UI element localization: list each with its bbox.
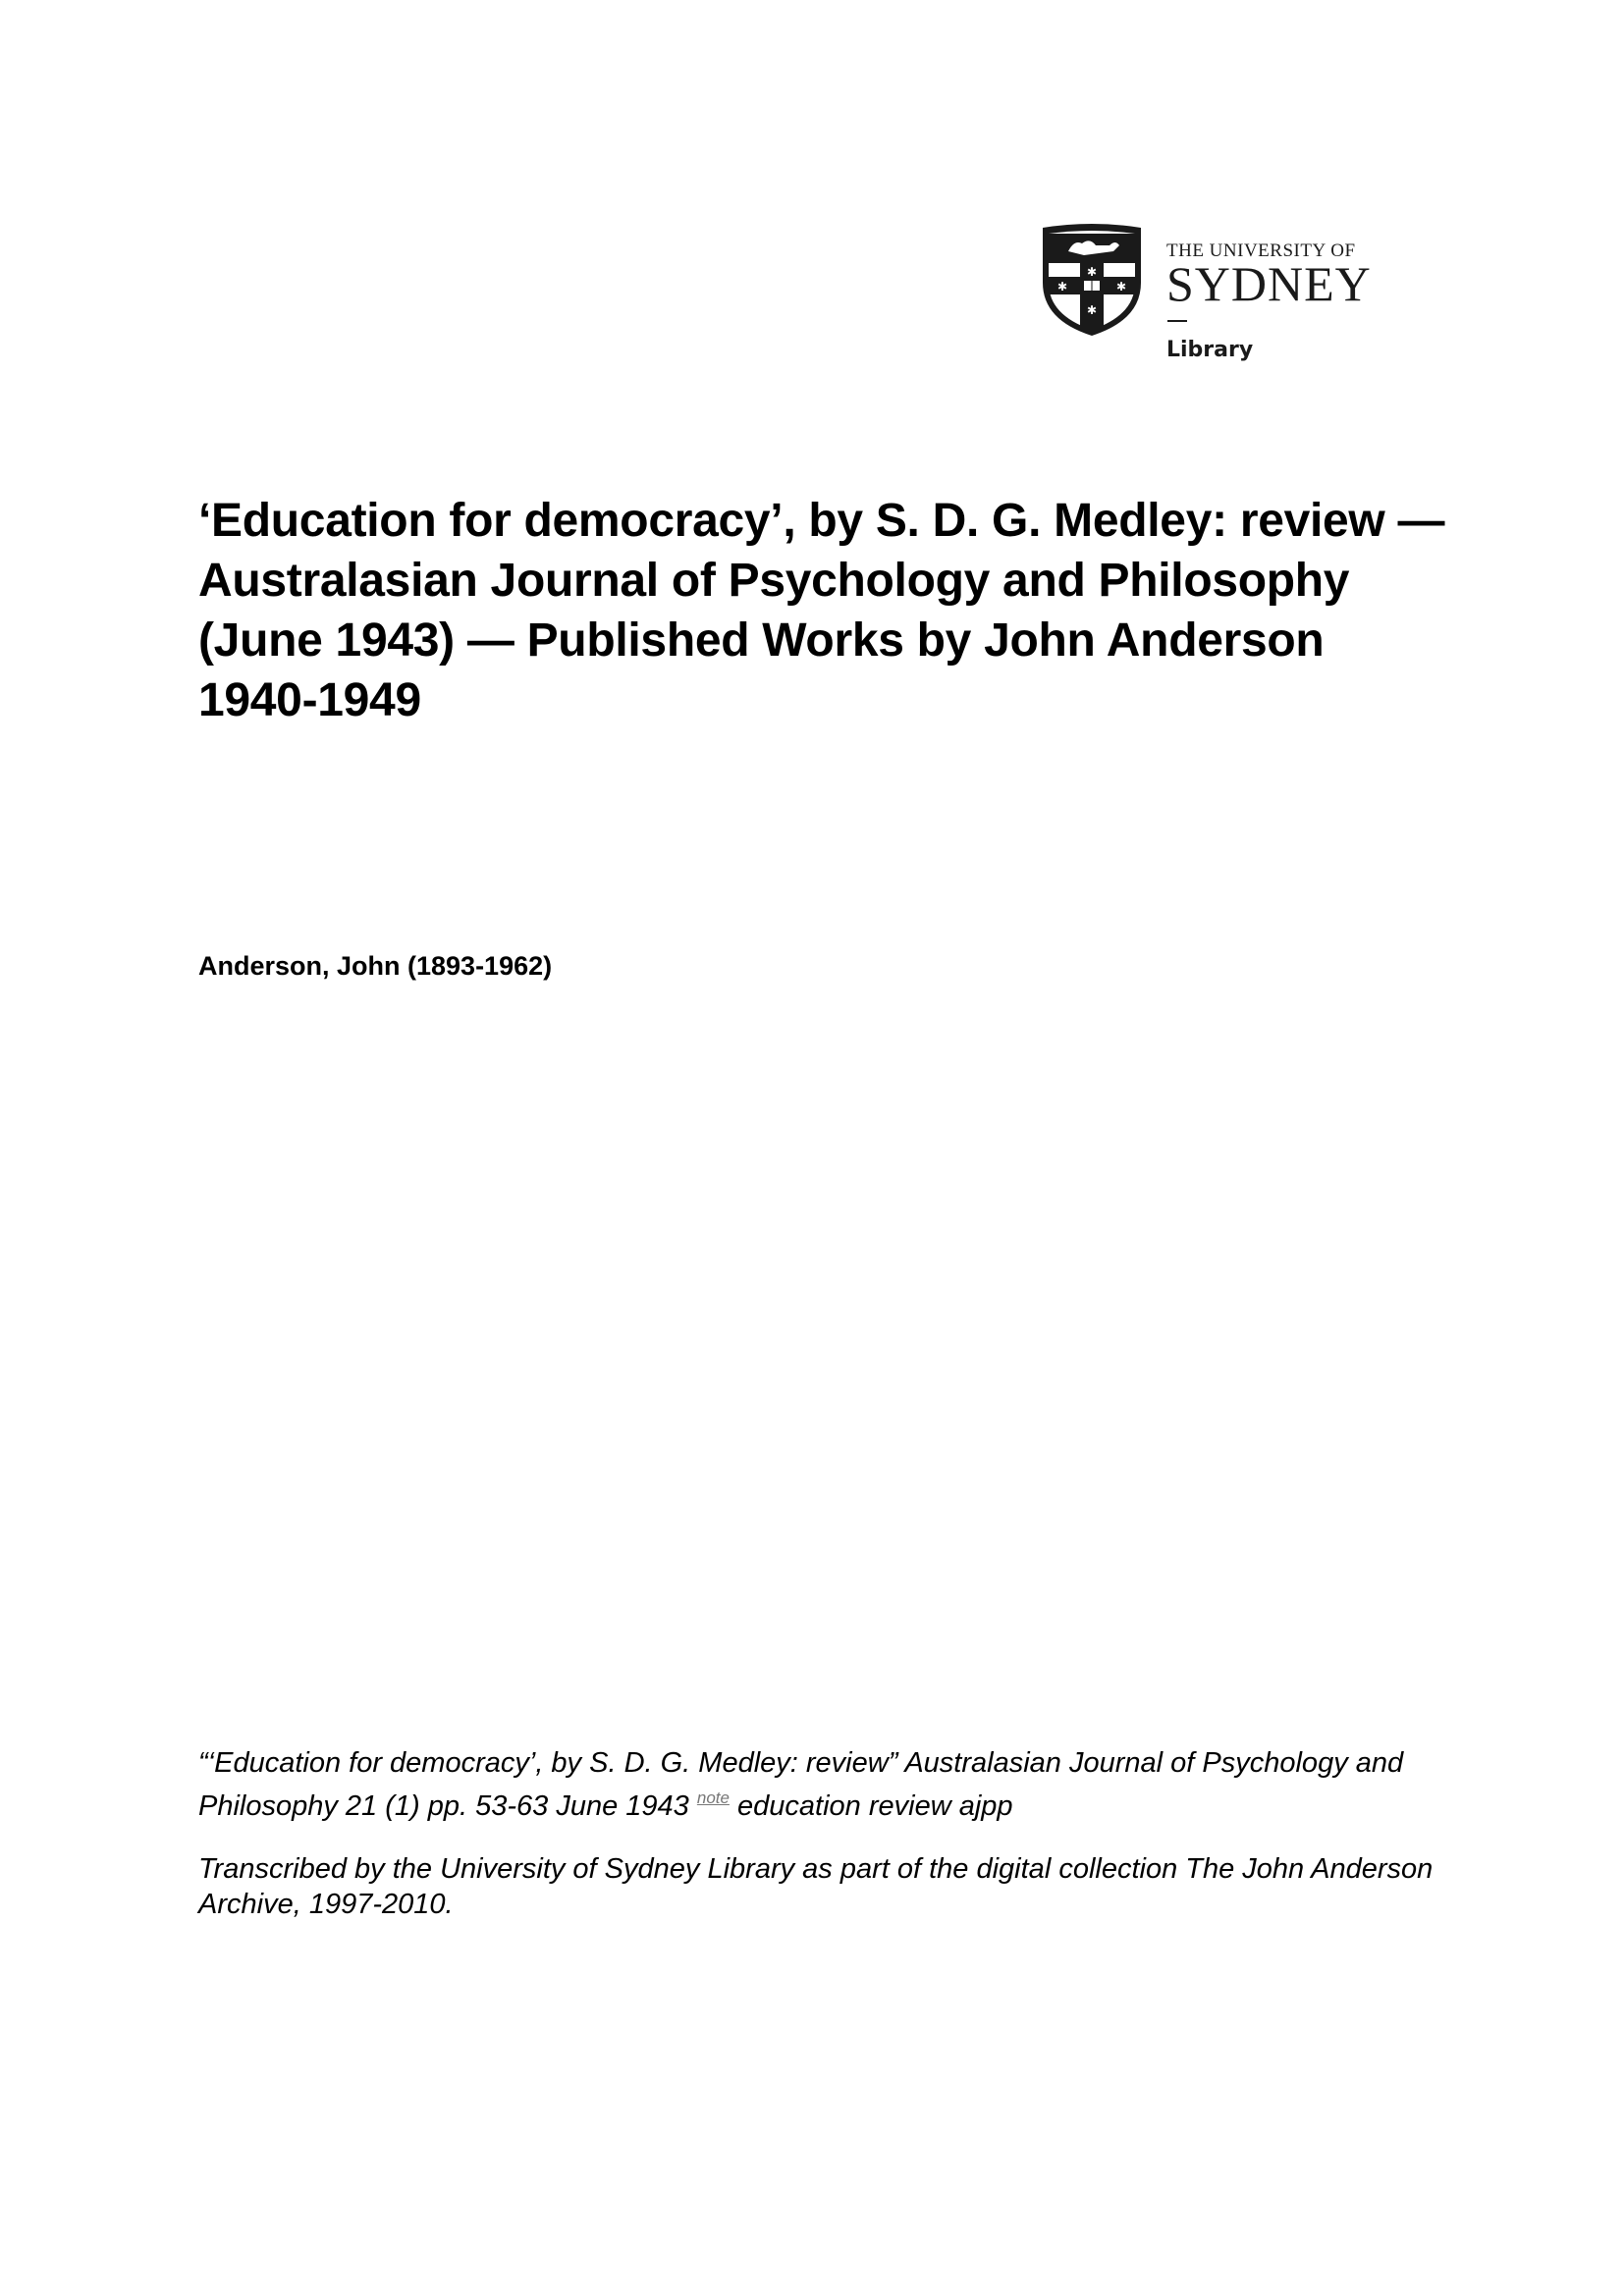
svg-text:✱: ✱ [1115,280,1127,294]
logo-library: Library [1166,338,1254,362]
university-logo [1039,222,1373,369]
logo-sydney: SYDNEY [1166,256,1372,311]
transcription-note: Transcribed by the University of Sydney Library as part of the digital collection The John Anderson Archive, 1997-2010. [198,1853,1434,1920]
svg-text:✱: ✱ [1086,265,1098,279]
document-title: ‘Education for democracy’, by S. D. G. Medley: review — Australasian Journal of Psychology and Philosophy (June 1943) — Published Works by John Anderson 1940-1949 [198,495,1445,726]
logo-university-of: THE UNIVERSITY OF [1166,240,1356,261]
logo-divider [1167,320,1187,322]
citation [198,1745,1465,1824]
university-crest-icon [1039,222,1145,338]
svg-text:✱: ✱ [1056,280,1068,294]
citation-keywords: education review ajpp [729,1790,1013,1822]
document-author: Anderson, John (1893-1962) [198,951,553,981]
svg-text:✱: ✱ [1086,303,1098,317]
citation-text: “‘Education for democracy’, by S. D. G. Medley: review” Australasian Journal of Psychology and Philosophy 21 (1) pp. 53-63 June 1943 [198,1747,1404,1822]
note-link[interactable]: note [696,1789,730,1807]
